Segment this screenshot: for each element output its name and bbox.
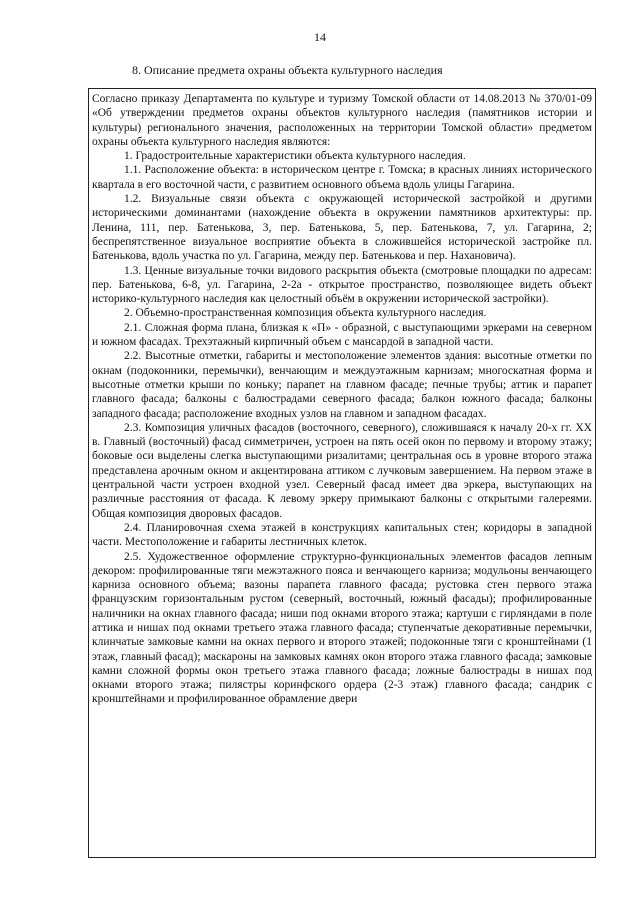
page-number: 14 bbox=[314, 30, 326, 44]
item-1-2: 1.2. Визуальные связи объекта с окружающей исторической застройкой и другими историческими доминантами (нахождение объекта в окружении памятников архитектуры: пр. Ленина, 111, пер. Батенькова, 3, пер. Батенькова, 5, пер. Батенькова, 7, ул. Гагарина, 2; беспрепятственное визуальное восприятие объекта в сложившейся исторической застройке пл. Батенькова, вдоль участка по ул. Гагарина, между пер. Батенькова и пер. Нахановича). bbox=[92, 193, 592, 263]
item-2: 2. Объемно-пространственная композиция объекта культурного наследия. bbox=[124, 307, 487, 320]
item-2-3: 2.3. Композиция уличных фасадов (восточного, северного), сложившаяся к началу 20-х гг. XX в. Главный (восточный) фасад симметричен, устроен на пять осей окон по первому и второму этажу; боковые оси выделены слегка выступающими ризалитами; центральная ось в уровне второго этажа представлена арочным окном и акцентирована аттиком с лучковым завершением. На первом этаже в центральной части устроен входной узел. Северный фасад имеет два эркера, выступающих на различные расстояния от фасада. К левому эркеру примыкают балконы с открытыми галереями. Общая композиция дворовых фасадов. bbox=[92, 421, 592, 520]
section-title: 8. Описание предмета охраны объекта культурного наследия bbox=[132, 63, 443, 77]
protection-subject-table-cell bbox=[88, 88, 596, 858]
item-1-1: 1.1. Расположение объекта: в историческом центре г. Томска; в красных линиях исторического квартала в его восточной части, с развитием основного объема вдоль улицы Гагарина. bbox=[92, 164, 592, 191]
item-2-2: 2.2. Высотные отметки, габариты и местоположение элементов здания: высотные отметки по окнам (подоконники, перемычки), венчающим и междуэтажным карнизам; многоскатная форма и высотные отметки крыши по коньку; парапет на главном фасаде; печные трубы; аттик и парапет главного фасада; балконы с балюстрадами северного фасада; балкон южного фасада; балконы западного фасада; расположение входных узлов на главном и западном фасадах. bbox=[92, 350, 592, 420]
item-2-4: 2.4. Планировочная схема этажей в конструкциях капитальных стен; коридоры в западной части. Местоположение и габариты лестничных клеток. bbox=[92, 521, 592, 549]
item-1-3: 1.3. Ценные визуальные точки видового раскрытия объекта (смотровые площадки по адресам: пер. Батенькова, 6-8, ул. Гагарина, 2-2а - открытое пространство, позволяющее видеть объект историко-культурного наследия как целостный объём в окружении исторической застройки). bbox=[92, 264, 592, 306]
intro-paragraph: Согласно приказу Департамента по культуре и туризму Томской области от 14.08.2013 № 370/01-09 «Об утверждении предметов охраны объектов культурного наследия (памятников истории и культуры) регионального значения, расположенных на территории Томской области» предметом охраны объекта культурного наследия являются: bbox=[92, 93, 592, 148]
protection-subject-text bbox=[89, 89, 595, 707]
item-2-5: 2.5. Художественное оформление структурно-функциональных элементов фасадов лепным декором: профилированные тяги межэтажного пояса и венчающего карниза; модульоны венчающего карниза основного объема; вазоны парапета главного фасада; рустовка стен первого этажа французским горизонтальным рустом (северный, восточный, южный фасады); профилированные наличники на окнах главного фасада; ниши под окнами второго этажа; картуши с гирляндами в поле аттика и нишах под окнами третьего этажа главного фасада; ступенчатые декоративные перемычки, клинчатые замковые камни на окнах первого и второго этажей; подоконные тяги с кронштейнами (1 этаж, главный фасад); маскароны на замковых камнях окон второго этажа главного фасада; замковые камни сложной формы окон третьего этажа главного фасада; ложные балюстрады в нишах под окнами второго этажа; пилястры коринфского ордера (2-3 этаж) главного фасада; сандрик с кронштейнами и профилированное обрамление двери bbox=[92, 550, 592, 706]
item-1: 1. Градостроительные характеристики объекта культурного наследия. bbox=[124, 150, 466, 163]
item-2-1: 2.1. Сложная форма плана, близкая к «П» - образной, с выступающими эркерами на северном и южном фасадах. Трехэтажный кирпичный объем с мансардой в западной части. bbox=[92, 321, 592, 349]
